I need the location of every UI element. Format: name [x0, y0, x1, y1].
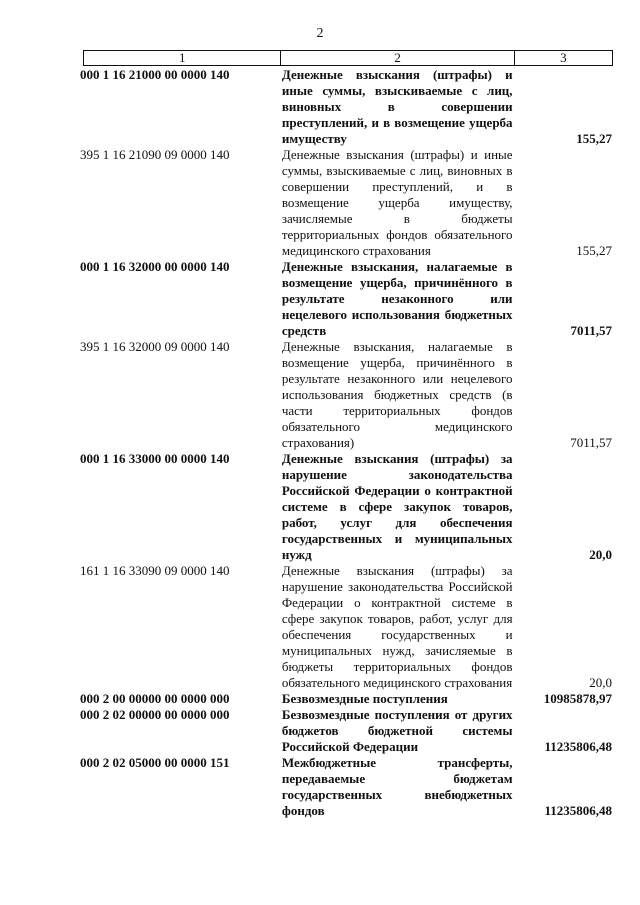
- column-header-3: 3: [514, 51, 612, 66]
- table-row: [80, 259, 616, 339]
- table-row: [80, 147, 616, 259]
- budget-code: 000 1 16 32000 00 0000 140: [80, 259, 230, 274]
- budget-code: 000 1 16 33000 00 0000 140: [80, 451, 230, 466]
- budget-code: 000 2 00 00000 00 0000 000: [80, 691, 230, 706]
- budget-amount: 11235806,48: [544, 739, 612, 754]
- budget-item-name: Межбюджетные трансферты, передаваемые бюджетам государственных внебюджетных фондов: [281, 755, 513, 818]
- table-row: [80, 755, 616, 819]
- table-row: [80, 67, 616, 147]
- budget-amount: 20,0: [589, 547, 612, 562]
- budget-item-name: Денежные взыскания, налагаемые в возмещение ущерба, причинённого в результате незаконного или нецелевого использования бюджетных средств (в части территориальных фондов обязательного медицинского страхования): [281, 339, 513, 450]
- budget-code: 000 1 16 21000 00 0000 140: [80, 67, 230, 82]
- budget-rows: [80, 67, 616, 819]
- budget-item-name: Денежные взыскания (штрафы) и иные суммы, взыскиваемые с лиц, виновных в совершении преступлений, и в возмещение ущерба имуществу, зачисляемые в бюджеты территориальных фондов обязательного медицинского страхования: [281, 147, 513, 258]
- budget-amount: 11235806,48: [544, 803, 612, 818]
- column-header-table: [83, 50, 613, 66]
- budget-amount: 155,27: [576, 243, 612, 258]
- budget-code: 395 1 16 32000 09 0000 140: [80, 339, 230, 354]
- column-header-2: 2: [281, 51, 514, 66]
- table-row: [80, 339, 616, 451]
- page-number: 2: [316, 26, 324, 41]
- budget-item-name: Безвозмездные поступления от других бюджетов бюджетной системы Российской Федерации: [281, 707, 513, 754]
- budget-amount: 7011,57: [570, 435, 612, 450]
- budget-item-name: Денежные взыскания (штрафы) за нарушение законодательства Российской Федерации о контрактной системе в сфере закупок товаров, работ, услуг для обеспечения государственных и муниципальных нужд: [281, 451, 513, 562]
- table-row: [80, 563, 616, 691]
- budget-code: 000 2 02 00000 00 0000 000: [80, 707, 230, 722]
- column-header-1: 1: [84, 51, 281, 66]
- budget-code: 395 1 16 21090 09 0000 140: [80, 147, 230, 162]
- table-row: [80, 691, 616, 707]
- column-header-row: [84, 51, 613, 66]
- budget-amount: 7011,57: [570, 323, 612, 338]
- budget-code: 000 2 02 05000 00 0000 151: [80, 755, 230, 770]
- budget-amount: 20,0: [589, 675, 612, 690]
- budget-item-name: Денежные взыскания (штрафы) и иные суммы, взыскиваемые с лиц, виновных в совершении преступлений, и в возмещение ущерба имуществу: [281, 67, 513, 146]
- budget-code: 161 1 16 33090 09 0000 140: [80, 563, 230, 578]
- budget-item-name: Денежные взыскания, налагаемые в возмещение ущерба, причинённого в результате незаконного или нецелевого использования бюджетных средств: [281, 259, 513, 338]
- budget-item-name: Безвозмездные поступления: [281, 691, 448, 706]
- budget-item-name: Денежные взыскания (штрафы) за нарушение законодательства Российской Федерации о контрактной системе в сфере закупок товаров, работ, услуг для обеспечения государственных и муниципальных нужд, зачисляемые в бюджеты территориальных фондов обязательного медицинского страхования: [281, 563, 513, 690]
- table-row: [80, 707, 616, 755]
- budget-amount: 155,27: [576, 131, 612, 146]
- table-row: [80, 451, 616, 563]
- budget-amount: 10985878,97: [543, 691, 612, 706]
